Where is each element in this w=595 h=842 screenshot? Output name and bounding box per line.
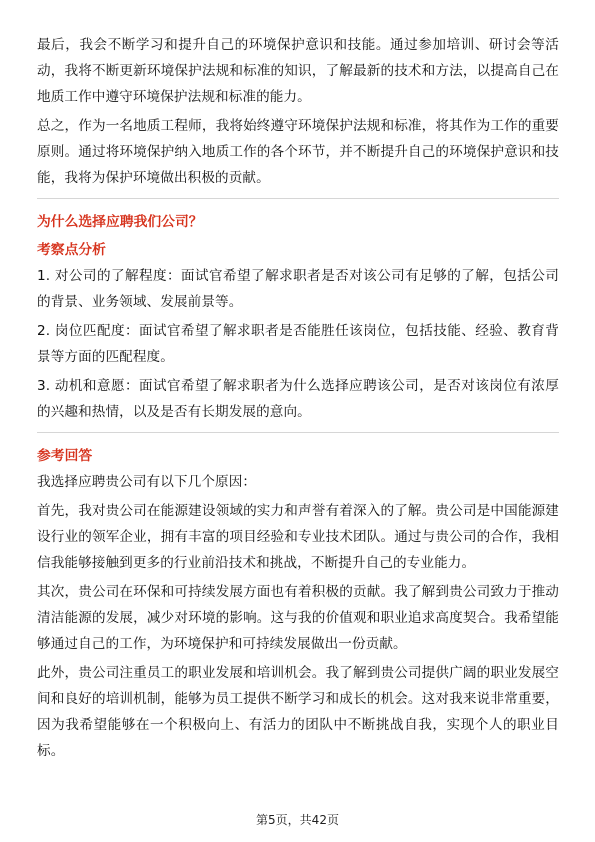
analysis-item: 1. 对公司的了解程度：面试官希望了解求职者是否对该公司有足够的了解，包括公司的背景、业务领域、发展前景等。 (37, 268, 559, 310)
section-divider (37, 198, 559, 199)
page-number: 第5页，共42页 (256, 813, 339, 827)
intro-paragraph: 总之，作为一名地质工程师，我将始终遵守环境保护法规和标准，将其作为工作的重要原则。通过将环境保护纳入地质工作的各个环节，并不断提升自己的环境保护意识和技能，我将为保护环境做出积极的贡献。 (37, 118, 559, 186)
answer-paragraph: 此外，贵公司注重员工的职业发展和培训机会。我了解到贵公司提供广阔的职业发展空间和良好的培训机制，能够为员工提供不断学习和成长的机会。这对我来说非常重要，因为我希望能够在一个积极向上、有活力的团队中不断挑战自我，实现个人的职业目标。 (37, 665, 559, 759)
analysis-item: 3. 动机和意愿：面试官希望了解求职者为什么选择应聘该公司，是否对该岗位有浓厚的兴趣和热情，以及是否有长期发展的意向。 (37, 378, 559, 420)
section-divider (37, 432, 559, 433)
analysis-item: 2. 岗位匹配度：面试官希望了解求职者是否能胜任该岗位，包括技能、经验、教育背景等方面的匹配程度。 (37, 323, 559, 365)
document-page (37, 32, 559, 767)
analysis-heading: 考察点分析 (37, 242, 106, 258)
answer-paragraph: 我选择应聘贵公司有以下几个原因： (37, 474, 257, 490)
answer-paragraph: 首先，我对贵公司在能源建设领域的实力和声誉有着深入的了解。贵公司是中国能源建设行业的领军企业，拥有丰富的项目经验和专业技术团队。通过与贵公司的合作，我相信我能够接触到更多的行业前沿技术和挑战，不断提升自己的专业能力。 (37, 503, 559, 571)
intro-paragraph: 最后，我会不断学习和提升自己的环境保护意识和技能。通过参加培训、研讨会等活动，我将不断更新环境保护法规和标准的知识，了解最新的技术和方法，以提高自己在地质工作中遵守环境保护法规和标准的能力。 (37, 37, 559, 105)
answer-paragraph: 其次，贵公司在环保和可持续发展方面也有着积极的贡献。我了解到贵公司致力于推动清洁能源的发展，减少对环境的影响。这与我的价值观和职业追求高度契合。我希望能够通过自己的工作，为环境保护和可持续发展做出一份贡献。 (37, 584, 559, 652)
question-title: 为什么选择应聘我们公司？ (37, 214, 203, 230)
answer-heading: 参考回答 (37, 448, 93, 464)
